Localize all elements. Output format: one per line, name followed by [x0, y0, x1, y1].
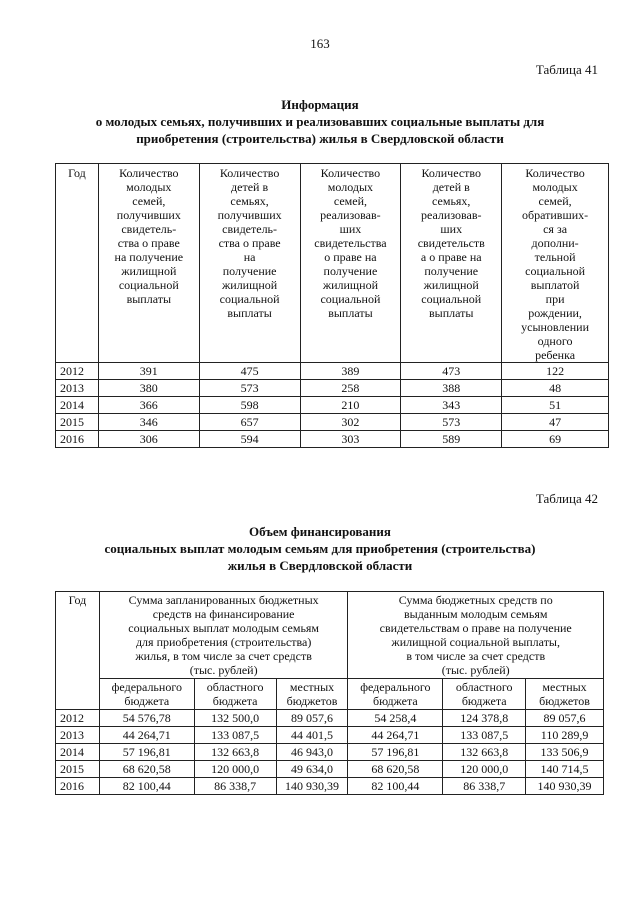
table42-subheader-cell: [443, 679, 526, 710]
table42-value-cell: 82 100,44: [348, 778, 443, 795]
table42-value-cell: 133 506,9: [526, 744, 604, 761]
table42-value-cell: 54 576,78: [99, 710, 194, 727]
table41-value-cell: 210: [300, 397, 401, 414]
table41-value-cell: 366: [98, 397, 199, 414]
table42-value-cell: 132 663,8: [194, 744, 276, 761]
header-line: жилищной социальной выплаты,: [391, 635, 560, 649]
table42-subheader-cell: [194, 679, 276, 710]
table41-value-cell: 122: [502, 363, 609, 380]
table42-value-cell: 44 264,71: [99, 727, 194, 744]
table42-row: [56, 710, 604, 727]
header-line: Количество: [219, 166, 280, 180]
table42-subheader-cell: [276, 679, 348, 710]
table42-value-cell: 132 663,8: [443, 744, 526, 761]
table42-value-cell: 68 620,58: [348, 761, 443, 778]
header-line: выплаты: [227, 306, 272, 320]
header-line: семей,: [132, 194, 166, 208]
table42-value-cell: 46 943,0: [276, 744, 348, 761]
header-line: ства о праве: [218, 236, 281, 250]
table41-year-cell: 2016: [56, 431, 99, 448]
header-line: (тыс. рублей): [189, 663, 258, 677]
table42-header-row: [56, 592, 604, 679]
header-line: о праве на: [324, 250, 377, 264]
header-line: на: [243, 250, 256, 264]
header-line: семей,: [538, 194, 572, 208]
header-line: бюджета: [212, 694, 258, 708]
header-line: при: [545, 292, 565, 306]
table42-value-cell: 57 196,81: [99, 744, 194, 761]
header-line: детей в: [231, 180, 269, 194]
table41-header-cell: [98, 164, 199, 363]
header-line: выплаты: [126, 292, 172, 306]
header-line: ся за: [543, 222, 568, 236]
header-line: Количество: [525, 166, 585, 180]
header-line: рождении,: [528, 306, 582, 320]
header-line: свидетель-: [222, 222, 278, 236]
header-line: жилищной: [221, 278, 278, 292]
header-line: семьях,: [432, 194, 471, 208]
table42-value-cell: 68 620,58: [99, 761, 194, 778]
table41-value-cell: 306: [98, 431, 199, 448]
header-line: а о праве на: [420, 250, 482, 264]
table42-row: [56, 727, 604, 744]
header-line: Год: [68, 166, 86, 180]
table41: [55, 163, 609, 448]
table41-value-cell: 69: [502, 431, 609, 448]
header-line: Количество: [421, 166, 481, 180]
page-number: 163: [310, 36, 330, 51]
table42-value-cell: 120 000,0: [194, 761, 276, 778]
table42-value-cell: 110 289,9: [526, 727, 604, 744]
table41-body: [56, 363, 609, 448]
header-line: ших: [440, 222, 463, 236]
table42-title-line: Объем финансирования: [249, 524, 391, 539]
table41-value-cell: 391: [98, 363, 199, 380]
table42-value-cell: 86 338,7: [443, 778, 526, 795]
table41-value-cell: 657: [199, 414, 300, 431]
table42-group-header: [99, 592, 348, 679]
header-line: семей,: [333, 194, 367, 208]
header-line: социальной: [219, 292, 280, 306]
header-line: (тыс. рублей): [441, 663, 510, 677]
table41-value-cell: 589: [401, 431, 502, 448]
header-line: местных: [289, 680, 335, 694]
table42-title-line: жилья в Свердловской области: [227, 558, 413, 573]
table42-subheader-row: [56, 679, 604, 710]
header-line: Количество: [320, 166, 381, 180]
table41-header-cell: [502, 164, 609, 363]
table41-header-row: [56, 164, 609, 363]
table42-value-cell: 86 338,7: [194, 778, 276, 795]
table41-value-cell: 389: [300, 363, 401, 380]
table41-value-cell: 258: [300, 380, 401, 397]
header-line: свидетельствам о праве на получение: [379, 621, 572, 635]
table42-row: [56, 778, 604, 795]
header-line: федерального: [360, 680, 431, 694]
header-line: получивших: [217, 208, 282, 222]
table42-subheader-cell: [99, 679, 194, 710]
table41-title-line: Информация: [281, 97, 359, 112]
table42-year-header: Год: [56, 592, 100, 710]
header-line: жилья, в том числе за счет средств: [135, 649, 312, 663]
header-line: социальной: [118, 278, 179, 292]
header-line: свидетельств: [417, 236, 485, 250]
table42-value-cell: 49 634,0: [276, 761, 348, 778]
header-line: социальной: [320, 292, 381, 306]
table42-title: [0, 523, 640, 574]
header-line: федерального: [111, 680, 182, 694]
table42-value-cell: 133 087,5: [194, 727, 276, 744]
table42-title-line: социальных выплат молодым семьям для приобретения (строительства): [104, 541, 536, 556]
header-line: социальной: [525, 264, 586, 278]
table42-year-cell: 2012: [56, 710, 100, 727]
table41-header-cell: [300, 164, 401, 363]
table41-year-cell: 2012: [56, 363, 99, 380]
header-line: Количество: [119, 166, 179, 180]
table42-subheader-cell: [348, 679, 443, 710]
header-line: ства о праве: [117, 236, 180, 250]
header-line: свидетельства: [314, 236, 387, 250]
header-line: получение: [222, 264, 277, 278]
table42-value-cell: 44 401,5: [276, 727, 348, 744]
table42-body: [56, 710, 604, 795]
table41-title-line: приобретения (строительства) жилья в Свердловской области: [136, 131, 504, 146]
table41-value-cell: 573: [401, 414, 502, 431]
header-line: получение: [424, 264, 479, 278]
header-line: социальных выплат молодым семьям: [128, 621, 320, 635]
table42-value-cell: 133 087,5: [443, 727, 526, 744]
table41-value-cell: 475: [199, 363, 300, 380]
table41-title-line: о молодых семьях, получивших и реализовавших социальные выплаты для: [95, 114, 545, 129]
table41-header-cell: [56, 164, 99, 363]
header-line: выданным молодым семьям: [403, 607, 548, 621]
header-line: социальной: [421, 292, 482, 306]
header-line: молодых: [126, 180, 172, 194]
header-line: реализовав-: [320, 208, 381, 222]
header-line: свидетель-: [121, 222, 177, 236]
header-line: местных: [542, 680, 587, 694]
table41-row: [56, 414, 609, 431]
header-line: бюджетов: [286, 694, 338, 708]
table41-value-cell: 598: [199, 397, 300, 414]
header-line: бюджетов: [539, 694, 590, 708]
table42-group-header: [348, 592, 604, 679]
table41-value-cell: 573: [199, 380, 300, 397]
table41-row: [56, 431, 609, 448]
table42-value-cell: 140 930,39: [276, 778, 348, 795]
header-line: бюджета: [372, 694, 418, 708]
header-line: получивших: [116, 208, 181, 222]
table41-value-cell: 47: [502, 414, 609, 431]
header-line: в том числе за счет средств: [406, 649, 546, 663]
header-line: дополни-: [531, 236, 579, 250]
table41-header-cell: [199, 164, 300, 363]
table42-value-cell: 54 258,4: [348, 710, 443, 727]
table42: [55, 591, 604, 795]
header-line: молодых: [327, 180, 374, 194]
header-line: Сумма запланированных бюджетных: [128, 593, 319, 607]
header-line: бюджета: [461, 694, 507, 708]
table42-value-cell: 89 057,6: [526, 710, 604, 727]
header-line: жилищной: [423, 278, 479, 292]
table42-row: [56, 761, 604, 778]
header-line: выплатой: [530, 278, 580, 292]
table41-value-cell: 343: [401, 397, 502, 414]
header-line: Сумма бюджетных средств по: [398, 593, 553, 607]
header-line: усыновлении: [521, 320, 590, 334]
table41-value-cell: 303: [300, 431, 401, 448]
table41-header-cell: [401, 164, 502, 363]
table42-value-cell: 57 196,81: [348, 744, 443, 761]
table42-value-cell: 82 100,44: [99, 778, 194, 795]
table42-year-cell: 2015: [56, 761, 100, 778]
table41-year-cell: 2013: [56, 380, 99, 397]
table42-value-cell: 132 500,0: [194, 710, 276, 727]
header-line: жилищной: [322, 278, 379, 292]
table42-row: [56, 744, 604, 761]
header-line: ребенка: [535, 348, 576, 362]
header-line: молодых: [532, 180, 578, 194]
header-line: на получение: [114, 250, 184, 264]
table42-value-cell: 140 930,39: [526, 778, 604, 795]
header-line: одного: [537, 334, 573, 348]
table41-row: [56, 397, 609, 414]
header-line: получение: [323, 264, 378, 278]
table42-subheader-cell: [526, 679, 604, 710]
table41-value-cell: 388: [401, 380, 502, 397]
table42-value-cell: 120 000,0: [443, 761, 526, 778]
header-line: реализовав-: [421, 208, 482, 222]
table41-value-cell: 346: [98, 414, 199, 431]
table41-value-cell: 473: [401, 363, 502, 380]
table42-value-cell: 140 714,5: [526, 761, 604, 778]
table42-value-cell: 89 057,6: [276, 710, 348, 727]
table42-label: Таблица 42: [535, 491, 598, 506]
table41-row: [56, 363, 609, 380]
table41-value-cell: 51: [502, 397, 609, 414]
table42-value-cell: 124 378,8: [443, 710, 526, 727]
table41-row: [56, 380, 609, 397]
table41-title: [0, 96, 640, 147]
header-line: ших: [339, 222, 362, 236]
header-line: областного: [206, 680, 264, 694]
table41-value-cell: 594: [199, 431, 300, 448]
header-line: бюджета: [124, 694, 170, 708]
table42-year-cell: 2013: [56, 727, 100, 744]
header-line: обративших-: [522, 208, 589, 222]
table42-year-cell: 2014: [56, 744, 100, 761]
header-line: для приобретения (строительства): [135, 635, 312, 649]
header-line: выплаты: [328, 306, 373, 320]
table41-year-cell: 2015: [56, 414, 99, 431]
table41-value-cell: 48: [502, 380, 609, 397]
header-line: детей в: [432, 180, 470, 194]
table41-value-cell: 302: [300, 414, 401, 431]
table41-value-cell: 380: [98, 380, 199, 397]
table42-year-cell: 2016: [56, 778, 100, 795]
header-line: жилищной: [121, 264, 177, 278]
header-line: тельной: [534, 250, 576, 264]
header-line: семьях,: [230, 194, 269, 208]
header-line: областного: [455, 680, 513, 694]
table41-label: Таблица 41: [535, 62, 598, 77]
header-line: средств на финансирование: [152, 607, 295, 621]
header-line: выплаты: [429, 306, 474, 320]
table41-year-cell: 2014: [56, 397, 99, 414]
table42-value-cell: 44 264,71: [348, 727, 443, 744]
